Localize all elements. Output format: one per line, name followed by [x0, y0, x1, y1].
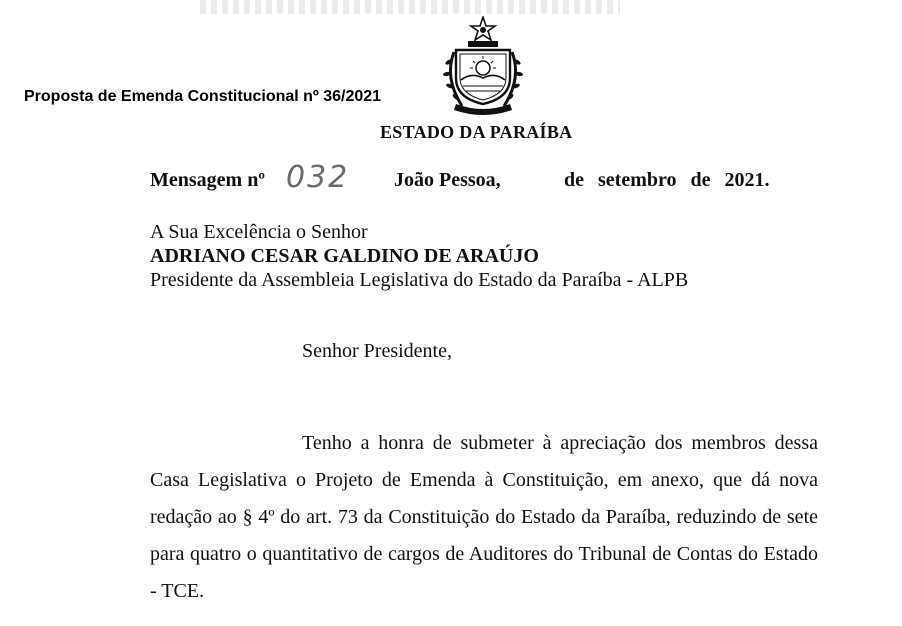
body-paragraph: Tenho a honra de submeter à apreciação dos membros dessa Casa Legislativa o Projeto de Emenda à Constituição, em anexo, que dá nova redação ao § 4º do art. 73 da Constituição do Estado da Paraíba, reduzindo de sete para quatro o quantitativo de cargos de Auditores do Tribunal de Contas do Estado - TCE.: [150, 432, 818, 602]
faint-bleedthrough-text: [200, 0, 620, 14]
proposal-label: Proposta de Emenda Constitucional nº 36/2021: [24, 88, 382, 105]
message-date: de setembro de 2021.: [564, 169, 770, 191]
message-number: 032: [286, 160, 350, 195]
message-line: [150, 160, 790, 196]
greeting: Senhor Presidente,: [302, 340, 452, 362]
recipient-block: [150, 220, 688, 292]
state-title: ESTADO DA PARAÍBA: [380, 122, 573, 142]
recipient-salutation: A Sua Excelência o Senhor: [150, 221, 368, 243]
recipient-name: ADRIANO CESAR GALDINO DE ARAÚJO: [150, 245, 539, 267]
recipient-title: Presidente da Assembleia Legislativa do Estado da Paraíba - ALPB: [150, 269, 689, 291]
state-coat-of-arms-icon: [438, 16, 528, 116]
message-city: João Pessoa,: [394, 169, 501, 191]
message-label: Mensagem nº: [150, 169, 265, 191]
